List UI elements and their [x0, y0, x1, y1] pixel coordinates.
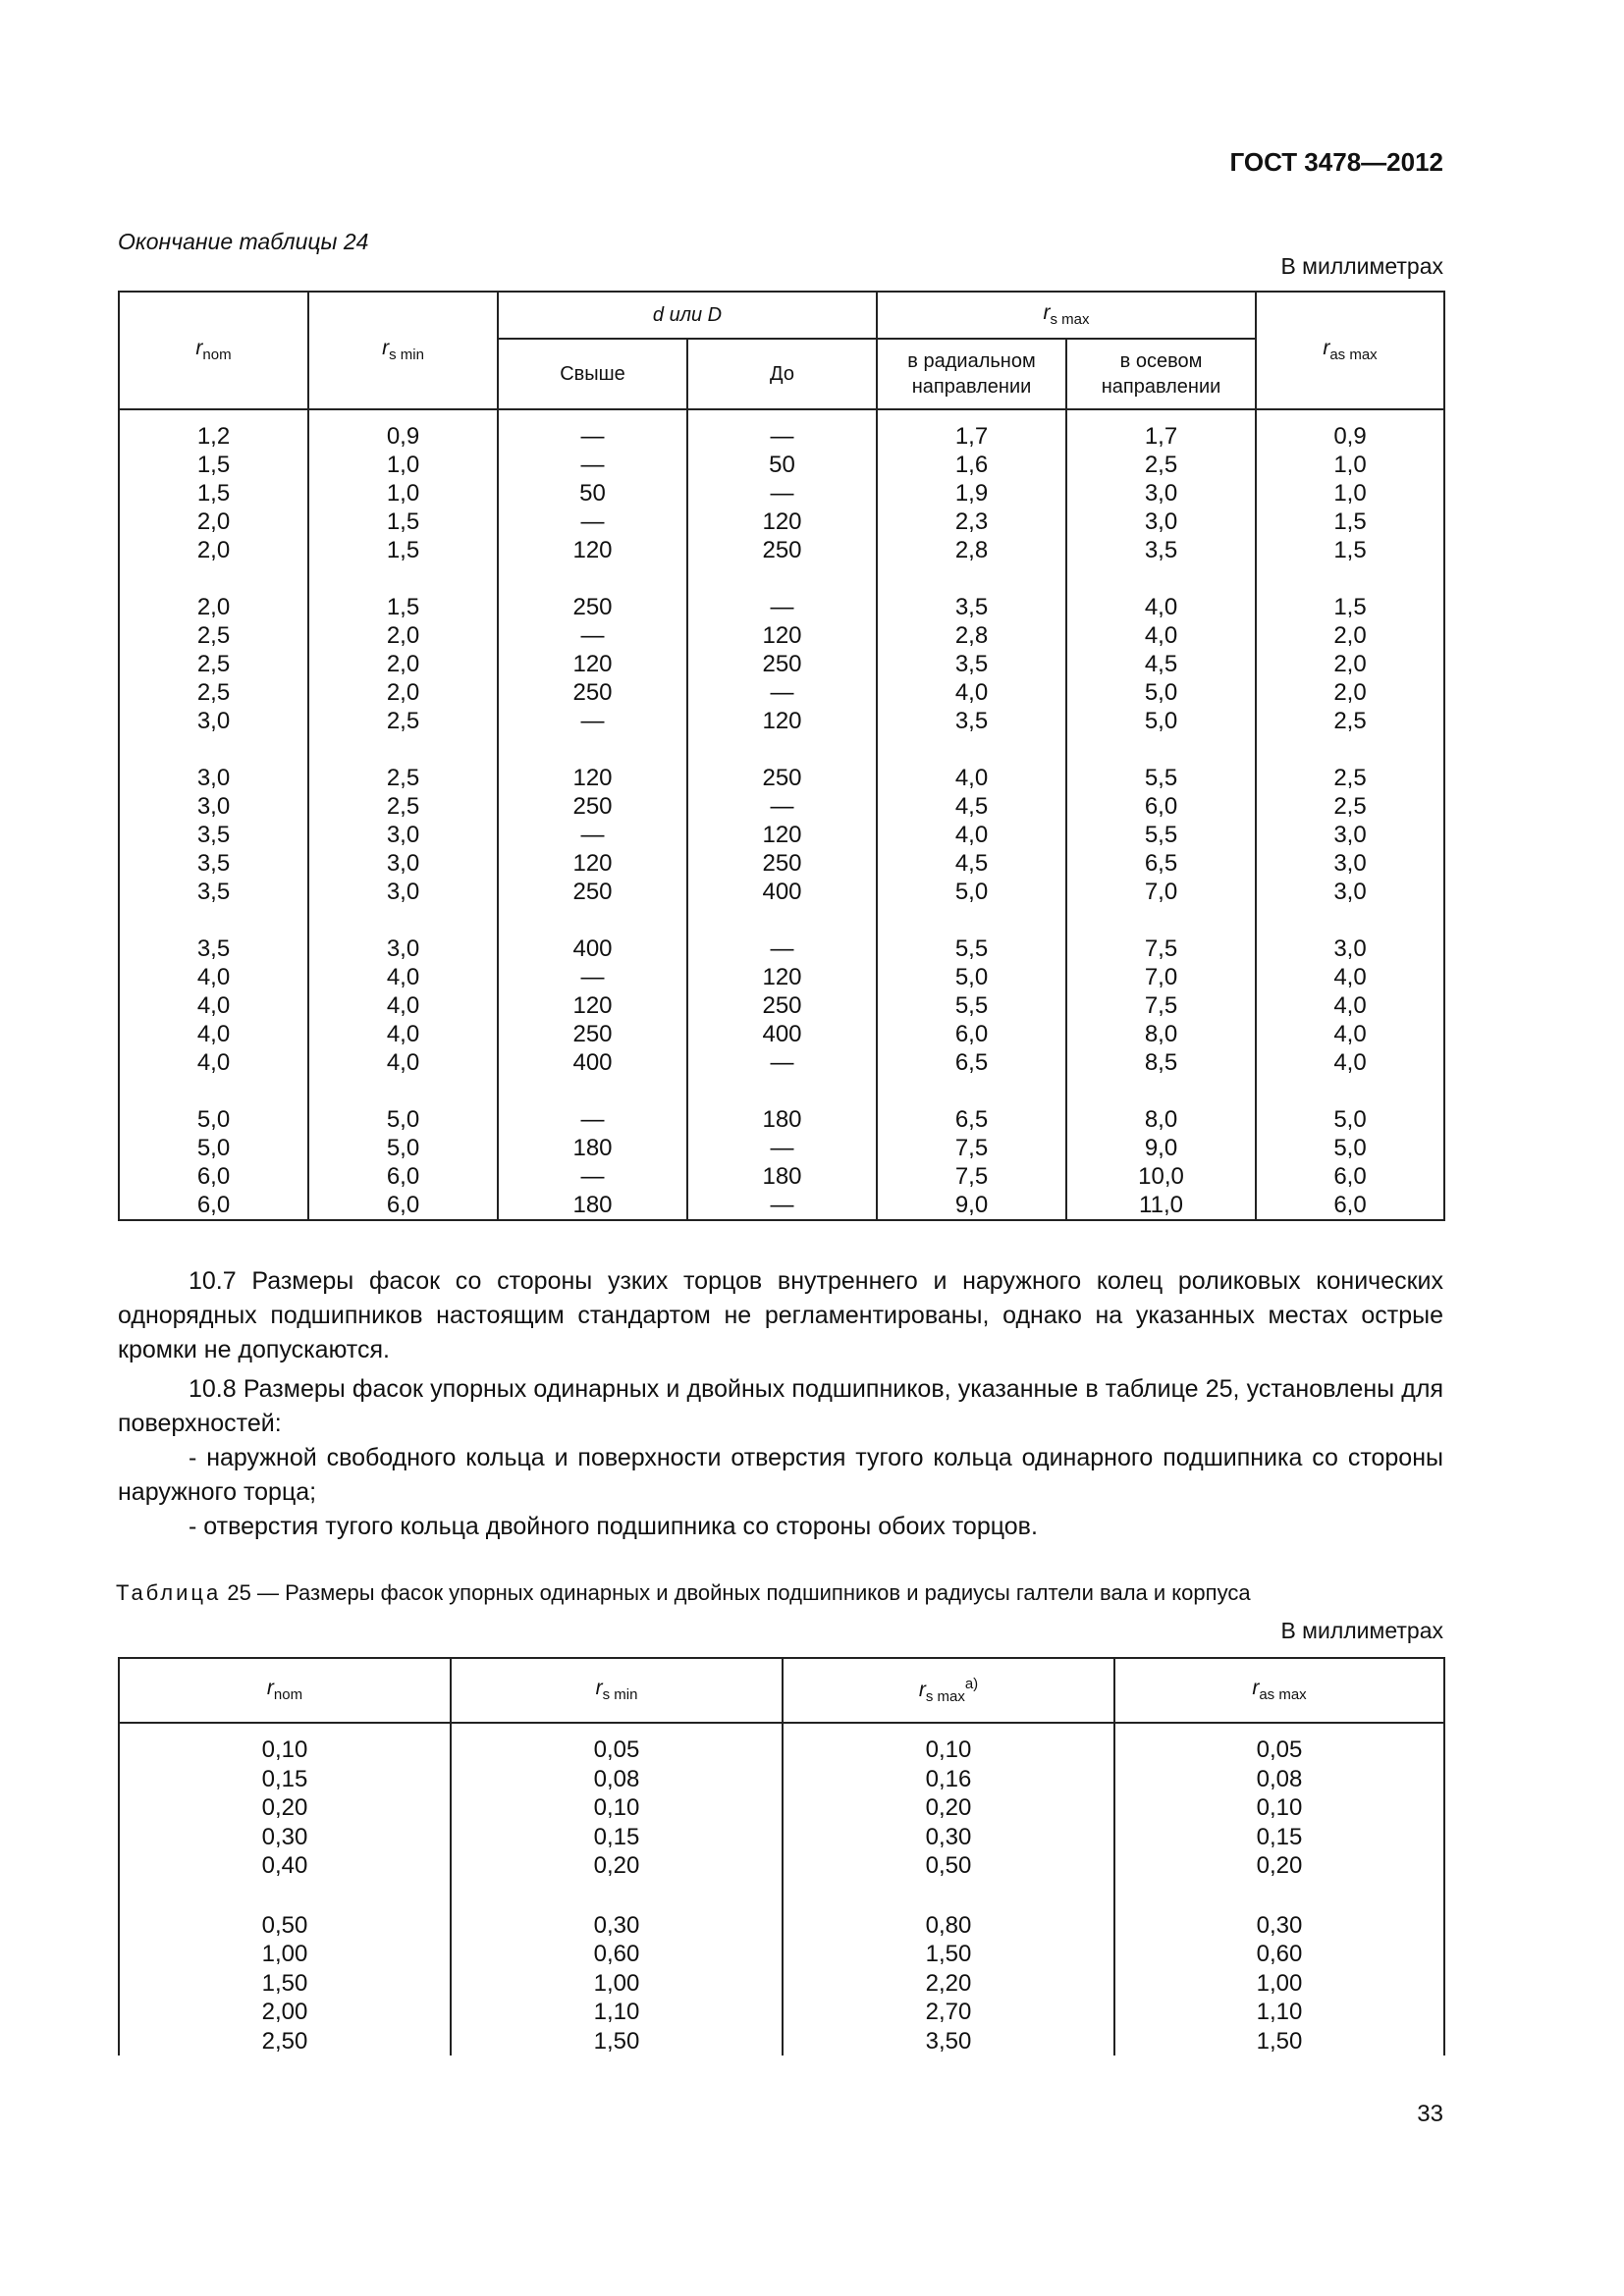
header-upto: До: [687, 339, 877, 409]
table-row: [119, 507, 1444, 536]
table-cell: 3,0: [308, 849, 498, 878]
table-cell: 6,5: [877, 1105, 1066, 1134]
table-row: [119, 650, 1444, 678]
table-cell: 3,5: [119, 878, 308, 906]
table-cell: 4,0: [877, 678, 1066, 707]
table-cell: 1,5: [1256, 507, 1444, 536]
header-r-nom: $r_{nom}$: [119, 292, 308, 409]
table-row: [119, 621, 1444, 650]
table-cell: 4,0: [1256, 963, 1444, 991]
table-cell: 8,0: [1066, 1105, 1256, 1134]
table-cell: 1,7: [1066, 409, 1256, 451]
table-cell: 0,20: [451, 1851, 783, 1881]
table-cell: —: [498, 621, 687, 650]
header-axial: в осевом направлении: [1066, 339, 1256, 409]
table-cell: 3,5: [119, 934, 308, 963]
table-cell: 2,20: [783, 1969, 1114, 1999]
table-cell: 10,0: [1066, 1162, 1256, 1191]
table-cell: 2,5: [308, 792, 498, 821]
table-cell: 4,5: [877, 792, 1066, 821]
table-cell: 0,15: [119, 1765, 451, 1794]
table-cell: 5,5: [877, 991, 1066, 1020]
table-row: [119, 1823, 1444, 1852]
list-item: - наружной свободного кольца и поверхности отверстия тугого кольца одинарного подшипника со стороны наружного торца;: [118, 1444, 1443, 1506]
table-cell: 1,00: [119, 1940, 451, 1969]
table-cell: 250: [687, 849, 877, 878]
table-cell: 5,0: [1066, 678, 1256, 707]
table-cell: 1,00: [451, 1969, 783, 1999]
table-cell: 1,9: [877, 479, 1066, 507]
table-cell: 0,80: [783, 1911, 1114, 1941]
table-cell: 4,0: [119, 1048, 308, 1077]
table-cell: 7,5: [877, 1162, 1066, 1191]
table-cell: 3,50: [783, 2027, 1114, 2056]
table-cell: 6,0: [308, 1191, 498, 1220]
table-cell: 11,0: [1066, 1191, 1256, 1220]
table-cell: 1,2: [119, 409, 308, 451]
table-cell: —: [687, 1048, 877, 1077]
table-cell: 5,0: [1066, 707, 1256, 735]
table-cell: 250: [498, 1020, 687, 1048]
table-cell: 9,0: [1066, 1134, 1256, 1162]
table-row: [119, 451, 1444, 479]
table-cell: —: [498, 409, 687, 451]
table-cell: 6,0: [119, 1162, 308, 1191]
table-cell: 4,0: [1066, 593, 1256, 621]
table-cell: —: [498, 1105, 687, 1134]
table-cell: 1,0: [308, 451, 498, 479]
table-cell: 2,5: [1256, 707, 1444, 735]
table-cell: 0,40: [119, 1851, 451, 1881]
header-over: Свыше: [498, 339, 687, 409]
table-row: [119, 1765, 1444, 1794]
table-cell: 6,0: [119, 1191, 308, 1220]
table-cell: 2,5: [1256, 792, 1444, 821]
table-cell: 1,5: [308, 536, 498, 564]
table-cell: 1,10: [451, 1998, 783, 2027]
table-cell: 120: [687, 707, 877, 735]
table-cell: 0,10: [783, 1723, 1114, 1765]
table-cell: 1,5: [308, 593, 498, 621]
table-cell: 250: [498, 593, 687, 621]
table-cell: 3,5: [877, 593, 1066, 621]
table-cell: 250: [687, 650, 877, 678]
table-cell: 250: [687, 991, 877, 1020]
table-cell: 0,05: [451, 1723, 783, 1765]
table-cell: —: [498, 451, 687, 479]
table-cell: 0,15: [1114, 1823, 1444, 1852]
table-cell: 0,9: [308, 409, 498, 451]
table-cell: 2,0: [1256, 678, 1444, 707]
table-cell: 3,0: [308, 934, 498, 963]
table-cell: 7,5: [1066, 991, 1256, 1020]
table-cell: 2,5: [119, 621, 308, 650]
table-cell: 1,5: [1256, 536, 1444, 564]
table-row: [119, 991, 1444, 1020]
table-cell: 400: [687, 1020, 877, 1048]
group-spacer: [119, 1881, 1444, 1911]
table-cell: 3,5: [877, 707, 1066, 735]
group-spacer: [119, 906, 1444, 934]
table-cell: —: [687, 1134, 877, 1162]
table-row: [119, 1940, 1444, 1969]
table-cell: 50: [687, 451, 877, 479]
table-cell: 3,5: [877, 650, 1066, 678]
table-cell: 6,0: [308, 1162, 498, 1191]
table-cell: 2,70: [783, 1998, 1114, 2027]
table-cell: 120: [498, 849, 687, 878]
table-cell: 120: [498, 536, 687, 564]
table-cell: 2,0: [119, 507, 308, 536]
table24-body: [119, 409, 1444, 1220]
table-cell: 5,5: [877, 934, 1066, 963]
table-row: [119, 963, 1444, 991]
table-cell: 0,08: [1114, 1765, 1444, 1794]
header-rs-max: $r_{s max}$: [877, 292, 1256, 339]
table-row: [119, 678, 1444, 707]
table-cell: 0,10: [119, 1723, 451, 1765]
group-spacer: [119, 735, 1444, 764]
table-cell: —: [687, 1191, 877, 1220]
table-row: [119, 1048, 1444, 1077]
table-row: [119, 409, 1444, 451]
table-cell: 3,0: [1066, 479, 1256, 507]
table-cell: 180: [687, 1162, 877, 1191]
list-item: - отверстия тугого кольца двойного подшипника со стороны обоих торцов.: [189, 1513, 1038, 1540]
table-cell: —: [498, 707, 687, 735]
table-cell: 5,0: [877, 963, 1066, 991]
table-cell: —: [498, 507, 687, 536]
table-cell: 5,5: [1066, 764, 1256, 792]
table-row: [119, 934, 1444, 963]
table-cell: 4,0: [308, 1048, 498, 1077]
table24-caption: Окончание таблицы 24: [118, 229, 369, 254]
table-cell: 120: [687, 821, 877, 849]
table-cell: 120: [687, 621, 877, 650]
table-cell: 4,0: [119, 991, 308, 1020]
header-rs-max: $r_{s max}^{а)}$: [783, 1658, 1114, 1723]
table-cell: 5,0: [119, 1134, 308, 1162]
table-cell: 1,0: [1256, 479, 1444, 507]
table25-units: В миллиметрах: [1280, 1618, 1443, 1643]
table-cell: 180: [687, 1105, 877, 1134]
table-cell: 4,0: [119, 963, 308, 991]
table-cell: 7,0: [1066, 878, 1256, 906]
table-cell: 4,0: [1256, 991, 1444, 1020]
table-cell: 1,5: [119, 451, 308, 479]
table-cell: 120: [687, 963, 877, 991]
table-cell: 0,20: [119, 1793, 451, 1823]
table-cell: 5,0: [1256, 1134, 1444, 1162]
table-cell: 7,5: [1066, 934, 1256, 963]
table-cell: 6,5: [1066, 849, 1256, 878]
table-cell: 2,0: [119, 593, 308, 621]
table-row: [119, 1191, 1444, 1220]
table-row: [119, 593, 1444, 621]
table-cell: 3,0: [308, 878, 498, 906]
table-cell: 0,16: [783, 1765, 1114, 1794]
table-cell: 3,0: [1256, 849, 1444, 878]
table-cell: 2,5: [308, 764, 498, 792]
header-d-or-D: d или D: [498, 292, 877, 339]
table-cell: —: [498, 821, 687, 849]
table-cell: 250: [687, 536, 877, 564]
table-cell: —: [498, 963, 687, 991]
table-cell: 0,30: [119, 1823, 451, 1852]
document-code: ГОСТ 3478—2012: [1229, 147, 1443, 177]
table-24: [118, 291, 1445, 1221]
table-cell: —: [687, 934, 877, 963]
table-cell: —: [687, 792, 877, 821]
table-cell: 0,20: [1114, 1851, 1444, 1881]
table-cell: 2,8: [877, 621, 1066, 650]
header-radial: в радиальном направлении: [877, 339, 1066, 409]
table-cell: —: [498, 1162, 687, 1191]
table-cell: 120: [498, 650, 687, 678]
group-spacer: [119, 1077, 1444, 1105]
paragraph-10-7: 10.7 Размеры фасок со стороны узких торцов внутреннего и наружного колец роликовых конических однорядных подшипников настоящим стандартом не регламентированы, однако на указанных местах острые кромки не допускаются.: [118, 1267, 1443, 1363]
header-ras-max: $r_{as max}$: [1256, 292, 1444, 409]
table-cell: 8,0: [1066, 1020, 1256, 1048]
table-cell: 2,5: [308, 707, 498, 735]
table-cell: 3,0: [119, 707, 308, 735]
table-cell: 9,0: [877, 1191, 1066, 1220]
table-cell: 120: [498, 764, 687, 792]
table-cell: 180: [498, 1134, 687, 1162]
table-cell: 1,0: [1256, 451, 1444, 479]
table-cell: 4,0: [1256, 1048, 1444, 1077]
table-cell: 4,5: [877, 849, 1066, 878]
table-cell: —: [687, 479, 877, 507]
table-cell: 0,50: [119, 1911, 451, 1941]
table-row: [119, 1723, 1444, 1765]
table-cell: 4,0: [119, 1020, 308, 1048]
table25-body: [119, 1723, 1444, 2056]
table-row: [119, 1162, 1444, 1191]
table-cell: 1,50: [783, 1940, 1114, 1969]
table-cell: 400: [498, 1048, 687, 1077]
table-row: [119, 479, 1444, 507]
table-cell: 1,0: [308, 479, 498, 507]
table-cell: 2,0: [1256, 650, 1444, 678]
table-cell: 3,0: [119, 764, 308, 792]
table-cell: 4,0: [877, 764, 1066, 792]
table-cell: 1,7: [877, 409, 1066, 451]
table-cell: 5,0: [877, 878, 1066, 906]
table-cell: 3,5: [119, 849, 308, 878]
table-cell: 4,0: [308, 991, 498, 1020]
table-cell: 250: [498, 878, 687, 906]
table-cell: 1,5: [119, 479, 308, 507]
table-cell: 3,0: [1066, 507, 1256, 536]
table-row: [119, 2027, 1444, 2056]
table25-caption: [116, 1580, 1251, 1606]
table-row: [119, 1134, 1444, 1162]
table-cell: 3,0: [119, 792, 308, 821]
table-row: [119, 1998, 1444, 2027]
table-cell: 1,5: [1256, 593, 1444, 621]
table-cell: 0,50: [783, 1851, 1114, 1881]
table-cell: 120: [498, 991, 687, 1020]
table-cell: 5,0: [1256, 1105, 1444, 1134]
table-cell: 50: [498, 479, 687, 507]
table-cell: 120: [687, 507, 877, 536]
table-row: [119, 849, 1444, 878]
table-cell: 2,5: [119, 650, 308, 678]
table-cell: 1,50: [1114, 2027, 1444, 2056]
table-cell: 1,5: [308, 507, 498, 536]
table-cell: 2,0: [308, 678, 498, 707]
header-rs-min: $r_{s min}$: [308, 292, 498, 409]
table-cell: 1,50: [451, 2027, 783, 2056]
table-cell: 2,5: [119, 678, 308, 707]
table-cell: 1,00: [1114, 1969, 1444, 1999]
table25-title: 25 — Размеры фасок упорных одинарных и двойных подшипников и радиусы галтели вала и корпуса: [227, 1580, 1251, 1605]
table-cell: 6,0: [1256, 1162, 1444, 1191]
group-spacer: [119, 564, 1444, 593]
table-cell: 4,5: [1066, 650, 1256, 678]
table-row: [119, 707, 1444, 735]
table-cell: 8,5: [1066, 1048, 1256, 1077]
table-cell: 400: [687, 878, 877, 906]
table-cell: 4,0: [1256, 1020, 1444, 1048]
table-cell: 7,5: [877, 1134, 1066, 1162]
table-cell: 2,50: [119, 2027, 451, 2056]
table-cell: 250: [687, 764, 877, 792]
table-cell: 250: [498, 792, 687, 821]
table-cell: 4,0: [1066, 621, 1256, 650]
table-cell: 2,5: [1066, 451, 1256, 479]
table-cell: 5,0: [308, 1105, 498, 1134]
table-cell: 3,5: [119, 821, 308, 849]
table-cell: 0,60: [1114, 1940, 1444, 1969]
table-cell: 5,0: [308, 1134, 498, 1162]
table-cell: 0,30: [1114, 1911, 1444, 1941]
table-cell: 1,50: [119, 1969, 451, 1999]
table-cell: 6,5: [877, 1048, 1066, 1077]
table-cell: 0,15: [451, 1823, 783, 1852]
table-cell: 6,0: [1066, 792, 1256, 821]
table-cell: 6,0: [1256, 1191, 1444, 1220]
header-r-nom: $r_{nom}$: [119, 1658, 451, 1723]
table-cell: 3,0: [308, 821, 498, 849]
table-cell: 250: [498, 678, 687, 707]
table-cell: 0,10: [1114, 1793, 1444, 1823]
table-cell: 2,00: [119, 1998, 451, 2027]
table-cell: 2,8: [877, 536, 1066, 564]
table-cell: 6,0: [877, 1020, 1066, 1048]
table-row: [119, 536, 1444, 564]
table-row: [119, 821, 1444, 849]
table-cell: 1,6: [877, 451, 1066, 479]
header-ras-max: $r_{as max}$: [1114, 1658, 1444, 1723]
table-cell: 0,30: [451, 1911, 783, 1941]
table-cell: 0,30: [783, 1823, 1114, 1852]
table-cell: 2,0: [119, 536, 308, 564]
table-cell: 4,0: [308, 963, 498, 991]
table-row: [119, 764, 1444, 792]
table-cell: —: [687, 678, 877, 707]
table-cell: 2,0: [308, 650, 498, 678]
table-cell: 3,0: [1256, 878, 1444, 906]
table-cell: 2,3: [877, 507, 1066, 536]
table-cell: 2,0: [1256, 621, 1444, 650]
table-cell: 7,0: [1066, 963, 1256, 991]
table-cell: —: [687, 593, 877, 621]
table-row: [119, 1851, 1444, 1881]
table-cell: 3,0: [1256, 934, 1444, 963]
table-cell: 3,0: [1256, 821, 1444, 849]
table-cell: 0,20: [783, 1793, 1114, 1823]
table-cell: 0,08: [451, 1765, 783, 1794]
table-cell: 0,60: [451, 1940, 783, 1969]
table-row: [119, 1793, 1444, 1823]
table24-units: В миллиметрах: [1280, 253, 1443, 279]
table-cell: 3,5: [1066, 536, 1256, 564]
table-cell: 2,0: [308, 621, 498, 650]
table-row: [119, 878, 1444, 906]
table-25: [118, 1657, 1445, 2056]
table-cell: 0,10: [451, 1793, 783, 1823]
table-cell: 180: [498, 1191, 687, 1220]
table-cell: 4,0: [308, 1020, 498, 1048]
table-cell: 1,10: [1114, 1998, 1444, 2027]
table-cell: 400: [498, 934, 687, 963]
table-row: [119, 1969, 1444, 1999]
table-row: [119, 1911, 1444, 1941]
page-number: 33: [1417, 2101, 1443, 2127]
table-row: [119, 1020, 1444, 1048]
table-row: [119, 792, 1444, 821]
paragraph-10-8: 10.8 Размеры фасок упорных одинарных и двойных подшипников, указанные в таблице 25, установлены для поверхностей:: [118, 1375, 1443, 1437]
header-rs-min: $r_{s min}$: [451, 1658, 783, 1723]
table-cell: 2,5: [1256, 764, 1444, 792]
table-cell: 0,05: [1114, 1723, 1444, 1765]
table-cell: 5,5: [1066, 821, 1256, 849]
table-row: [119, 1105, 1444, 1134]
table-cell: 4,0: [877, 821, 1066, 849]
table-cell: —: [687, 409, 877, 451]
table-cell: 5,0: [119, 1105, 308, 1134]
table25-label: Таблица: [116, 1580, 222, 1605]
table-cell: 0,9: [1256, 409, 1444, 451]
